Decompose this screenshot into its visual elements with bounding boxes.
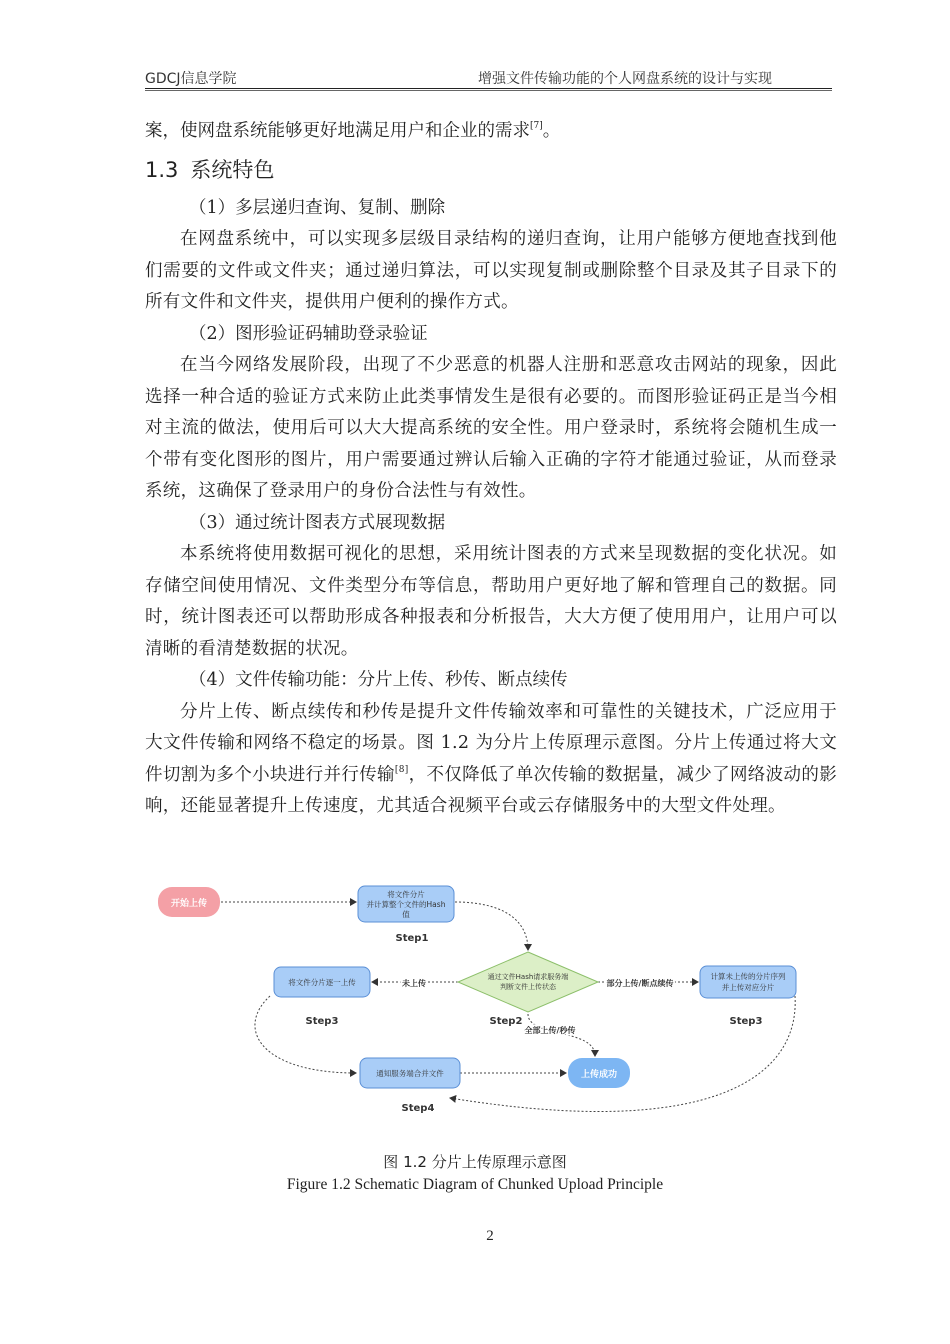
step4-label: Step4 (401, 1103, 435, 1114)
item-2-heading: （2）图形验证码辅助登录验证 (189, 323, 428, 344)
edge-decision-success (528, 1014, 595, 1056)
right-edge-label: 部分上传/断点续传 (606, 979, 674, 988)
item-1-body: 在网盘系统中，可以实现多层级目录结构的递归查询，让用户能够方便地查找到他们需要的文件或文件夹；通过递归算法，可以实现复制或删除整个目录及其子目录下的所有文件和文件夹，提供用户便利的操作方式。 (145, 229, 837, 312)
step1-line1: 将文件分片 (387, 890, 425, 899)
figure-caption-en: Figure 1.2 Schematic Diagram of Chunked Upload Principle (286, 1176, 664, 1193)
header-right: 增强文件传输功能的个人网盘系统的设计与实现 (478, 71, 772, 87)
section-number: 1.3 (145, 157, 179, 182)
item-4-body-part2: ，不仅降低了单次传输的数据量，减少了网络波动的影响，还能显著提升上传速度，尤其适合视频平台或云存储服务中的大型文件处理。 (145, 764, 837, 816)
item-4-body-part1: 分片上传、断点续传和秒传是提升文件传输效率和可靠性的关键技术，广泛应用于大文件传输和网络不稳定的场景。图 1.2 为分片上传原理示意图。分片上传通过将大文件切割为多个小块进行并行传输 (145, 701, 837, 785)
right-box-line1: 计算未上传的分片序列 (710, 972, 786, 981)
step1-line2: 并计算整个文件的Hash (366, 900, 446, 909)
section-title: 系统特色 (190, 157, 275, 182)
edge-left-merge (255, 996, 356, 1073)
step3-right-label: Step3 (729, 1016, 763, 1027)
left-edge-label: 未上传 (402, 979, 426, 988)
down-edge-label: 全部上传/秒传 (524, 1026, 576, 1035)
page-content (145, 116, 837, 823)
figure-caption-zh: 图 1.2 分片上传原理示意图 (383, 1153, 567, 1171)
item-3-heading: （3）通过统计图表方式展现数据 (189, 512, 446, 533)
decision-node (458, 952, 598, 1012)
merge-box-label: 通知服务端合并文件 (376, 1069, 444, 1078)
decision-line2: 判断文件上传状态 (500, 983, 556, 991)
item-3-body: 本系统将使用数据可视化的思想，采用统计图表的方式来呈现数据的变化状况。如存储空间使用情况、文件类型分布等信息，帮助用户更好地了解和管理自己的数据。同时，统计图表还可以帮助形成各种报表和分析报告，大大方便了使用用户，让用户可以清晰的看清楚数据的状况。 (145, 544, 837, 659)
edge-step1-decision (455, 902, 528, 950)
item-1-heading: （1）多层递归查询、复制、删除 (189, 197, 446, 218)
step3-left-label: Step3 (305, 1016, 339, 1027)
edge-right-merge (450, 996, 795, 1112)
chunked-upload-diagram (150, 878, 810, 1140)
citation-7: [7] (530, 121, 543, 131)
citation-8: [8] (394, 764, 409, 775)
item-2-body: 在当今网络发展阶段，出现了不少恶意的机器人注册和恶意攻击网站的现象，因此选择一种合适的验证方式来防止此类事情发生是很有必要的。而图形验证码正是当今相对主流的做法，使用后可以大大提高系统的安全性。用户登录时，系统将会随机生成一个带有变化图形的图片，用户需要通过辨认后输入正确的字符才能通过验证，从而登录系统，这确保了登录用户的身份合法性与有效性。 (145, 355, 837, 501)
item-4-body (145, 697, 837, 823)
decision-line1: 通过文件Hash请求服务端 (487, 973, 569, 981)
header-rule-thin (145, 90, 832, 91)
page-number: 2 (486, 1228, 494, 1244)
step1-label: Step1 (395, 933, 429, 944)
item-4-heading: （4）文件传输功能：分片上传、秒传、断点续传 (189, 670, 568, 690)
step2-label: Step2 (489, 1016, 523, 1027)
section-heading (145, 154, 837, 186)
success-label: 上传成功 (580, 1070, 618, 1080)
left-box-label: 将文件分片逐一上传 (288, 978, 356, 987)
intro-text: 案，使网盘系统能够更好地满足用户和企业的需求 (145, 121, 530, 141)
intro-line (145, 116, 837, 148)
start-label: 开始上传 (170, 899, 208, 909)
header-rule (145, 88, 832, 89)
right-box (700, 966, 796, 998)
header-left: GDCJ信息学院 (145, 71, 237, 87)
step1-line3: 值 (402, 910, 410, 919)
intro-end: 。 (542, 121, 561, 141)
right-box-line2: 并上传对应分片 (721, 983, 775, 992)
